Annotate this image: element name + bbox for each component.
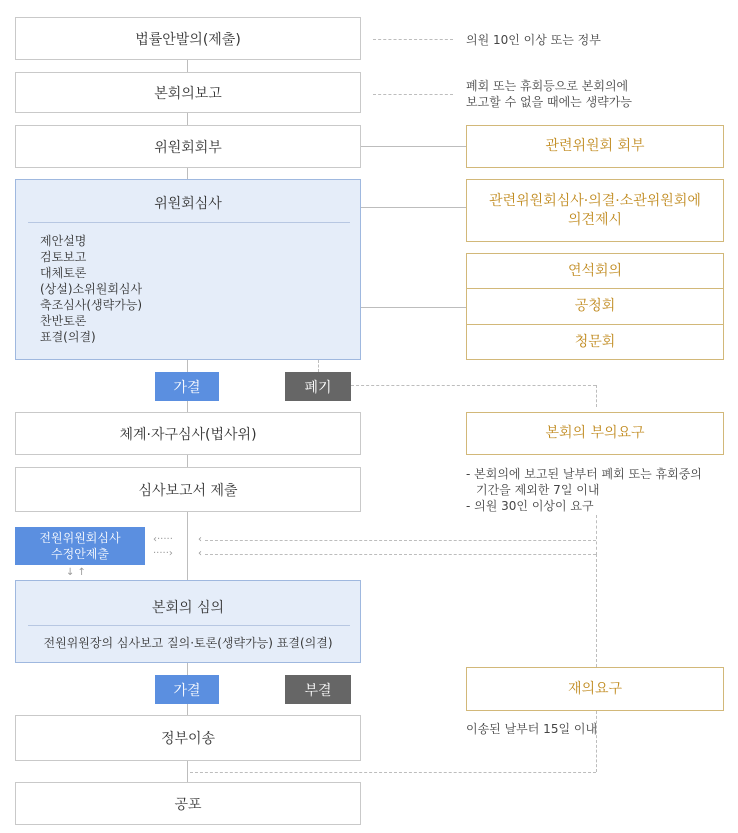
discard-to-request-dash bbox=[351, 385, 596, 386]
public-hearing-box bbox=[466, 288, 724, 325]
step-gov-transfer bbox=[15, 715, 361, 761]
joint-meeting-label: 연석회의 bbox=[567, 262, 623, 279]
propose-note: 의원 10인 이상 또는 정부 bbox=[466, 33, 601, 47]
whole-committee-line-1: 전원위원회심사 bbox=[39, 531, 121, 545]
plenary-request-note-line-2: 기간을 제외한 7일 이내 bbox=[476, 483, 600, 497]
pass-tag-1: 가결 bbox=[155, 372, 219, 401]
whole-committee-box bbox=[15, 527, 145, 565]
refer-connector bbox=[361, 146, 466, 147]
reconsider-label: 재의요구 bbox=[567, 680, 623, 697]
related-review-line-2: 의견제시 bbox=[567, 211, 623, 228]
pass-tag-2: 가결 bbox=[155, 675, 219, 704]
whole-committee-line-2: 수정안제출 bbox=[51, 547, 109, 561]
step-committee-refer bbox=[15, 125, 361, 168]
plenary-request-note-line-1: - 본회의에 보고된 날부터 폐회 또는 휴회중의 bbox=[466, 467, 702, 481]
list-item: 검토보고 bbox=[40, 250, 87, 264]
flow-line-5 bbox=[187, 455, 188, 467]
reconsider-note: 이송된 날부터 15일 이내 bbox=[466, 722, 598, 736]
plenary-request-note bbox=[466, 466, 736, 514]
committee-review-divider bbox=[28, 222, 350, 223]
flow-line-8 bbox=[187, 761, 188, 782]
report-note-dash bbox=[373, 94, 453, 95]
step-committee-refer-label: 위원회회부 bbox=[154, 139, 222, 156]
plenary-deliberation-title: 본회의 심의 bbox=[151, 600, 225, 616]
list-item: 찬반토론 bbox=[40, 314, 87, 328]
step-legal-review bbox=[15, 412, 361, 455]
list-item: 제안설명 bbox=[40, 234, 87, 248]
flow-line-2 bbox=[187, 113, 188, 125]
hearing-label: 청문회 bbox=[574, 333, 616, 350]
flow-line-3 bbox=[187, 168, 188, 179]
request-down-vdash bbox=[596, 515, 597, 555]
step-propose bbox=[15, 17, 361, 60]
step-plenary-report-label: 본회의보고 bbox=[154, 85, 222, 102]
step-legal-review-label: 체계·자구심사(법사위) bbox=[119, 426, 257, 443]
list-item: 축조심사(생략가능) bbox=[40, 298, 143, 312]
step-plenary-report bbox=[15, 72, 361, 113]
related-review-box bbox=[466, 179, 724, 242]
plenary-report-note-line-2: 보고할 수 없을 때에는 생략가능 bbox=[466, 95, 632, 109]
request-to-whole-dash-1 bbox=[205, 540, 596, 541]
step-report-submit-label: 심사보고서 제출 bbox=[138, 482, 238, 499]
list-item: (상설)소위원회심사 bbox=[40, 282, 143, 296]
committee-review-list bbox=[40, 233, 142, 345]
committee-review-panel bbox=[15, 179, 361, 360]
step-report-submit bbox=[15, 467, 361, 512]
related-refer-label: 관련위원회 회부 bbox=[545, 138, 645, 154]
related-refer-box bbox=[466, 125, 724, 168]
meeting-connector bbox=[361, 307, 466, 308]
step-promulgation-label: 공포 bbox=[174, 796, 202, 813]
arrow-left-icon-2: ‹ bbox=[198, 534, 202, 545]
reconsider-box bbox=[466, 667, 724, 711]
reject-tag: 부결 bbox=[285, 675, 351, 704]
step-propose-label: 법률안발의(제출) bbox=[135, 31, 241, 48]
flow-line-6 bbox=[187, 512, 188, 580]
plenary-report-note bbox=[466, 78, 632, 110]
discard-dash bbox=[318, 360, 319, 372]
joint-meeting-box bbox=[466, 253, 724, 289]
step-gov-transfer-label: 정부이송 bbox=[160, 731, 216, 747]
request-vdash bbox=[596, 385, 597, 407]
plenary-deliberation-divider bbox=[28, 625, 350, 626]
review-connector bbox=[361, 207, 466, 208]
committee-review-title: 위원회심사 bbox=[154, 196, 222, 212]
reconsider-to-main-dash bbox=[190, 772, 596, 773]
list-item: 표결(의결) bbox=[40, 330, 96, 344]
plenary-request-box bbox=[466, 412, 724, 455]
step-promulgation bbox=[15, 782, 361, 825]
arrow-left-icon: ‹····· bbox=[153, 534, 173, 545]
plenary-request-note-line-3: - 의원 30인 이상이 요구 bbox=[466, 499, 594, 513]
hearing-box bbox=[466, 324, 724, 360]
arrow-updown-icon: ↓ ↑ bbox=[66, 567, 86, 578]
request-to-whole-dash-2 bbox=[205, 554, 596, 555]
reconsider-up-vdash bbox=[596, 554, 597, 667]
discard-tag: 폐기 bbox=[285, 372, 351, 401]
list-item: 대체토론 bbox=[40, 266, 87, 280]
related-review-line-1: 관련위원회심사·의결·소관위원회에 bbox=[489, 192, 701, 209]
arrow-left-icon-3: ‹ bbox=[198, 548, 202, 559]
plenary-request-label: 본회의 부의요구 bbox=[545, 425, 645, 441]
propose-note-dash bbox=[373, 39, 453, 40]
arrow-right-icon: ·····› bbox=[153, 548, 173, 559]
plenary-deliberation-detail: 전원위원장의 심사보고 질의·토론(생략가능) 표결(의결) bbox=[43, 636, 333, 650]
plenary-report-note-line-1: 폐회 또는 휴회등으로 본회의에 bbox=[466, 79, 629, 93]
plenary-deliberation-panel bbox=[15, 580, 361, 663]
flow-line-1 bbox=[187, 60, 188, 72]
public-hearing-label: 공청회 bbox=[574, 298, 616, 314]
